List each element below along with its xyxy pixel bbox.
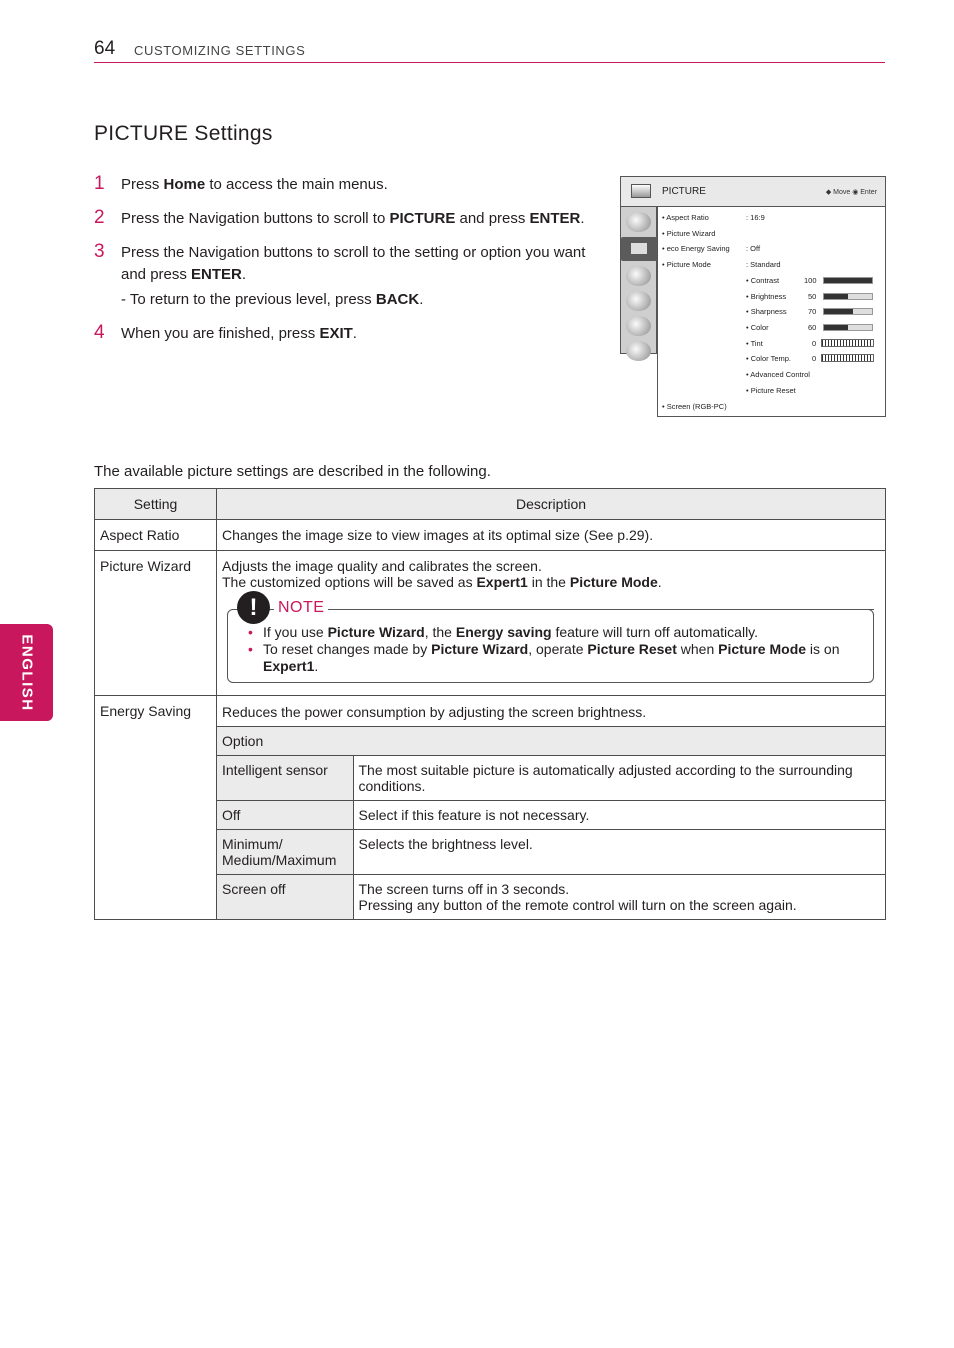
step-number: 1: [94, 173, 105, 194]
submenu-value: 60: [808, 323, 817, 332]
option-header: Option: [217, 727, 885, 756]
step-text: .: [352, 325, 357, 342]
note-box: [227, 594, 874, 683]
note-item: [248, 624, 863, 641]
note-key: Expert1: [263, 658, 315, 674]
intro-text: The available picture settings are described in the following.: [94, 463, 491, 480]
page-number: 64: [94, 38, 116, 59]
options-header-row: [217, 727, 885, 756]
exclamation-icon: !: [237, 591, 270, 624]
submenu-label: • Brightness: [746, 292, 787, 301]
column-header-description: Description: [217, 489, 886, 520]
sharpness-bar-fill: [824, 309, 853, 314]
option-description: Selects the brightness level.: [353, 830, 885, 875]
step-text: When you are finished, press: [121, 325, 320, 342]
color-bar-fill: [824, 325, 848, 330]
menu-panel: [657, 207, 886, 417]
step-2: [94, 208, 609, 230]
submenu-value: 70: [808, 307, 817, 316]
description-line: The screen turns off in 3 seconds.: [358, 881, 570, 897]
table-row: [95, 696, 886, 920]
submenu-label: • Tint: [746, 339, 763, 348]
step-key: ENTER: [191, 266, 242, 283]
table-row: [95, 551, 886, 696]
menu-item-value: : 16:9: [746, 213, 765, 222]
step-text: Press the Navigation buttons to scroll to the setting or option you want and press: [121, 244, 586, 283]
note-text: when: [676, 641, 719, 657]
contrast-bar-fill: [824, 278, 872, 283]
option-name: Screen off: [217, 875, 353, 920]
menu-title: PICTURE: [662, 186, 706, 197]
note-label: NOTE: [274, 599, 330, 616]
step-text: to access the main menus.: [205, 176, 388, 193]
option-name: Off: [217, 801, 353, 830]
table-row: [95, 520, 886, 551]
menu-item-value: : Off: [746, 244, 761, 253]
option-icon: [626, 316, 651, 336]
tv-icon: [631, 184, 651, 198]
step-number: 4: [94, 322, 105, 343]
settings-table: [94, 488, 886, 920]
step-key: BACK: [375, 291, 420, 308]
note-key: Picture Wizard: [431, 641, 529, 657]
option-name: Minimum/ Medium/Maximum: [217, 830, 353, 875]
setting-description: [217, 551, 886, 696]
note-item: [248, 641, 863, 675]
menu-item-label: • eco Energy Saving: [662, 244, 730, 253]
menu-item-label: • Picture Mode: [662, 260, 711, 269]
menu-title-bar: [620, 176, 886, 207]
submenu-label: • Color: [746, 323, 769, 332]
color-bar: [823, 324, 873, 331]
table-row: [217, 875, 885, 920]
color-temp-scale: [821, 354, 874, 362]
note-list: [248, 624, 863, 675]
description-text: .: [657, 574, 662, 590]
step-text: and press: [455, 210, 530, 227]
description-line: [222, 574, 880, 590]
step-key: ENTER: [529, 210, 581, 227]
menu-item-value: : Standard: [746, 260, 781, 269]
table-header-row: [95, 489, 886, 520]
note-text: To reset changes made by: [263, 641, 432, 657]
step-key: PICTURE: [389, 210, 456, 227]
note-text: If you use: [263, 624, 328, 640]
step-text: Press: [121, 176, 164, 193]
note-text: feature will turn off automatically.: [551, 624, 759, 640]
picture-menu-screenshot: [620, 176, 886, 417]
note-key: Picture Mode: [718, 641, 807, 657]
description-line: Adjusts the image quality and calibrates the screen.: [222, 558, 542, 574]
submenu-label: • Contrast: [746, 276, 780, 285]
setting-description: Changes the image size to view images at its optimal size (See p.29).: [217, 520, 886, 551]
submenu-label: • Picture Reset: [746, 386, 796, 395]
note-text: is on: [806, 641, 840, 657]
submenu-label: • Color Temp.: [746, 354, 792, 363]
tint-scale: [821, 339, 874, 347]
column-header-setting: Setting: [95, 489, 217, 520]
language-tab: [0, 624, 53, 721]
description-text: in the: [527, 574, 570, 590]
description-line: Reduces the power consumption by adjusting the screen brightness.: [222, 704, 647, 720]
note-key: Picture Reset: [587, 641, 677, 657]
setting-name: Energy Saving: [95, 696, 217, 920]
step-text: .: [241, 266, 247, 283]
menu-footer-item: • Screen (RGB-PC): [662, 402, 727, 411]
step-subnote: [121, 289, 609, 311]
section-title: CUSTOMIZING SETTINGS: [134, 43, 306, 58]
menu-item-label: • Picture Wizard: [662, 229, 716, 238]
step-number: 3: [94, 241, 105, 262]
option-description: Select if this feature is not necessary.: [353, 801, 885, 830]
steps-list: [94, 174, 609, 357]
menu-hint: ◆ Move ◉ Enter: [825, 189, 877, 196]
submenu-label: • Sharpness: [746, 307, 787, 316]
picture-icon: [621, 237, 658, 261]
note-text: .: [314, 658, 319, 674]
description-key: Picture Mode: [569, 574, 658, 590]
language-tab-label: ENGLISH: [18, 633, 35, 712]
submenu-label: • Advanced Control: [746, 370, 810, 379]
step-text: - To return to the previous level, press: [121, 291, 376, 308]
time-icon: [626, 291, 651, 311]
table-row: [217, 756, 885, 801]
setting-name: Aspect Ratio: [95, 520, 217, 551]
submenu-value: 50: [808, 292, 817, 301]
step-3: [94, 242, 609, 311]
step-number: 2: [94, 207, 105, 228]
submenu-value: 100: [804, 276, 817, 285]
note-key: Energy saving: [455, 624, 552, 640]
step-text: .: [580, 210, 585, 227]
contrast-bar: [823, 277, 873, 284]
description-key: Expert1: [476, 574, 528, 590]
note-key: Picture Wizard: [327, 624, 425, 640]
table-row: [217, 801, 885, 830]
note-rule: [328, 609, 874, 610]
description-text: The customized options will be saved as: [222, 574, 477, 590]
step-text: Press the Navigation buttons to scroll to: [121, 210, 390, 227]
note-text: , operate: [528, 641, 588, 657]
step-1: [94, 174, 609, 196]
note-text: , the: [424, 624, 456, 640]
brightness-bar-fill: [824, 294, 848, 299]
setup-icon: [626, 212, 651, 232]
brightness-bar: [823, 293, 873, 300]
step-4: [94, 323, 609, 345]
description-line: Pressing any button of the remote control will turn on the screen again.: [358, 897, 797, 913]
menu-category-icons: [620, 207, 657, 354]
option-description: [353, 875, 885, 920]
step-text: .: [419, 291, 424, 308]
table-row: [217, 830, 885, 875]
submenu-value: 0: [812, 354, 817, 363]
lock-icon: [626, 341, 651, 361]
audio-icon: [626, 266, 651, 286]
setting-name: Picture Wizard: [95, 551, 217, 696]
page-header: [94, 38, 885, 63]
sharpness-bar: [823, 308, 873, 315]
options-table: [217, 726, 885, 919]
menu-item-label: • Aspect Ratio: [662, 213, 709, 222]
page-title: PICTURE Settings: [94, 122, 273, 145]
setting-description: [217, 696, 886, 920]
option-name: Intelligent sensor: [217, 756, 353, 801]
option-description: The most suitable picture is automatically adjusted according to the surrounding conditions.: [353, 756, 885, 801]
submenu-value: 0: [812, 339, 817, 348]
step-key: EXIT: [319, 325, 353, 342]
step-key: Home: [163, 176, 206, 193]
